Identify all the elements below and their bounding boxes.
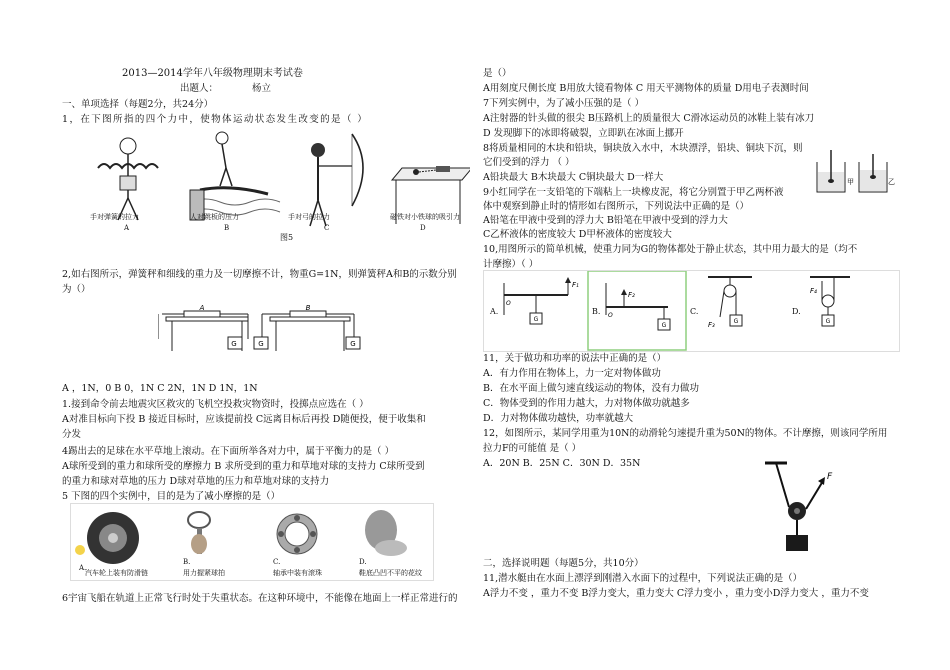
q10-line2: 计摩擦）（ ） xyxy=(483,259,539,270)
q1-letter-d: D xyxy=(420,224,426,232)
q4-line2: A球所受到的重力和球所受的摩擦力 B 求所受到的重力和草地对球的支持力 C球所受到 xyxy=(62,461,425,472)
q10-panel-letter-d: D. xyxy=(792,307,801,316)
q8-options: A铅块最大 B木块最大 C铜块最大 D一样大 xyxy=(483,172,664,183)
scale-label-b: B xyxy=(305,305,311,312)
q8-line1: 8将质量相同的木块和铅块，铜块放入水中，木块漂浮，铅块、铜块下沉，则 xyxy=(483,143,803,154)
q2-stem-line2: 为（） xyxy=(62,284,91,295)
lever-a-drawing xyxy=(504,277,579,324)
beaker-jia xyxy=(817,150,845,192)
fixed-pulley-drawing xyxy=(708,277,752,329)
panel-b-highlight xyxy=(588,271,686,350)
q1-illustrations xyxy=(90,128,470,246)
movable-pulley-drawing xyxy=(810,277,850,326)
force-f2-label: F₂ xyxy=(628,291,635,299)
author-label: 出题人： xyxy=(180,83,219,94)
q13-line1: 11,潜水艇由在水面上漂浮到刚潜入水面下的过程中，下列说法正确的是（） xyxy=(483,573,803,584)
q13-options: A浮力不变 ，重力不变 B浮力变大，重力变大 C浮力变小 ，重力变小D浮力变大 ，重力不变 xyxy=(483,588,869,599)
force-f3-label: F₃ xyxy=(708,321,715,329)
q5-stem: 5 下图的四个实例中，目的是为了减小摩擦的是（） xyxy=(62,491,281,502)
q7-line2: A注射器的针头做的很尖 B压路机上的质量很大 C滑冰运动员的冰鞋上装有冰刀 xyxy=(483,113,815,124)
bearing-photo xyxy=(277,514,317,554)
q8-line2: 它们受到的浮力 （ ） xyxy=(483,157,575,168)
shoe-sole-photo xyxy=(365,510,407,556)
q12-figure xyxy=(751,453,851,558)
tire-chain-photo xyxy=(75,512,139,564)
q10-panel-letter-a: A. xyxy=(490,307,499,316)
q5-caption-b: 用力握紧球拍 xyxy=(183,569,225,577)
racket-photo xyxy=(188,512,210,554)
q7-line3: D 发现脚下的冰即将破裂，立即趴在冰面上挪开 xyxy=(483,128,684,139)
q3-line3: 分发 xyxy=(62,429,82,440)
q1-stem: 1，在下图所指的四个力中，使物体运动状态发生改变的是（ ） xyxy=(62,114,369,125)
section1-heading: 一、单项选择（每题2分，共24分） xyxy=(62,99,214,110)
q1-letter-c: C xyxy=(324,224,330,232)
q11-option-c: C．物体受到的作用力越大，力对物体做功就越多 xyxy=(483,398,690,409)
q1-letter-b: B xyxy=(224,224,230,232)
q10-line1: 10,用图所示的简单机械，使重力同为G的物体都处于静止状态，其中用力最大的是（均不 xyxy=(483,244,858,255)
q10-figure xyxy=(483,270,900,352)
weight-label-3: G xyxy=(350,340,356,348)
scale-label-a: A xyxy=(199,305,205,312)
q10-panel-letter-c: C. xyxy=(690,307,699,316)
lever-a-pivot-label: O xyxy=(506,300,511,307)
beaker-label-jia: 甲 xyxy=(847,178,854,186)
q4-line1: 4踢出去的足球在水平草地上滚动。在下面所举各对力中，属于平衡力的是（ ） xyxy=(62,446,395,457)
force-f4-label: F₄ xyxy=(810,287,817,295)
lever-b-weight-label: G xyxy=(661,322,667,329)
q1-caption-b: 人对跳板的压力 xyxy=(190,213,239,221)
q5-caption-c: 轴承中装有滚珠 xyxy=(273,569,322,577)
q6-line1: 6宇宙飞船在轨道上正常飞行时处于失重状态。在这种环境中，不能像在地面上一样正常进行的 xyxy=(62,593,458,604)
q1-letter-a: A xyxy=(124,224,130,232)
q1-caption-c: 手对弓的拉力 xyxy=(288,213,330,221)
q5-letter-c: C. xyxy=(273,558,281,566)
lever-b-pivot-label: O xyxy=(608,312,613,319)
exam-title: 2013—2014学年八年级物理期末考试卷 xyxy=(122,68,303,79)
q9-figure xyxy=(815,148,895,198)
q1-caption-a: 手对弹簧的拉力 xyxy=(90,213,139,221)
q9-line3: A铅笔在甲液中受到的浮力大 B铅笔在甲液中受到的浮力大 xyxy=(483,215,728,226)
q5-figure xyxy=(70,503,434,581)
q9-line1: 9小红同学在一支铅笔的下端粘上一块橡皮泥，将它分别置于甲乙两杯液 xyxy=(483,187,784,198)
q6-options: A用刻度尺侧长度 B用放大镜看物体 C 用天平测物体的质量 D用电子表测时间 xyxy=(483,83,809,94)
q6-cont-line1: 是（） xyxy=(483,68,512,79)
q2-options: A ，1N，0 B 0，1N C 2N，1N D 1N，1N xyxy=(62,383,258,394)
q12-pulley-photo xyxy=(751,453,851,558)
q3-line2: A对准目标向下投 B 接近目标时，应该提前投 C远离目标后再投 D随便投，便于收集和 xyxy=(62,414,426,425)
force-f1-label: F₁ xyxy=(572,281,579,289)
beaker-yi xyxy=(859,154,887,192)
q1-figure-label: 图5 xyxy=(280,233,294,242)
table-right-drawing xyxy=(262,311,354,351)
q11-option-d: D．力对物体做功越快，功率就越大 xyxy=(483,413,634,424)
q1-figure xyxy=(90,128,470,246)
q12-line1: 12，如图所示，某同学用重为10N的动滑轮匀速提升重为50N的物体。不计摩擦，则该同学所用 xyxy=(483,428,888,439)
q5-letter-b: B. xyxy=(183,558,191,566)
author-name: 杨立 xyxy=(252,83,272,94)
q11-stem: 11，关于做功和功率的说法中正确的是（） xyxy=(483,353,667,364)
q3-line1: 1.接到命令前去地震灾区救灾的飞机空投救灾物资时，投掷点应选在（ ） xyxy=(62,399,369,410)
weight-label-1: G xyxy=(231,340,237,348)
q2-figure xyxy=(158,305,418,365)
q2-spring-scales xyxy=(158,305,418,365)
q10-panel-letter-b: B. xyxy=(592,307,601,316)
diving-board-drawing xyxy=(190,132,280,220)
q9-line4: C乙杯液体的密度较大 D甲杯液体的密度较大 xyxy=(483,229,672,240)
q12-options: A．20N B．25N C．30N D．35N xyxy=(483,458,641,469)
q12-line2: 拉力F的可能值 是（ ） xyxy=(483,443,582,454)
pulley-d-weight-label: G xyxy=(825,318,831,325)
q5-letter-d: D. xyxy=(359,558,367,566)
q12-force-label: F xyxy=(827,472,833,482)
q9-beakers xyxy=(815,148,895,198)
lever-b-drawing xyxy=(606,283,670,330)
weight-label-2: G xyxy=(258,340,264,348)
q5-letter-a: A. xyxy=(79,564,87,572)
q9-line2: 体中观察到静止时的情形如右图所示，下列说法中正确的是（） xyxy=(483,201,750,212)
section2-heading: 二，选择说明题（每题5分，共10分） xyxy=(483,558,644,569)
q5-caption-d: 鞋底凸凹不平的花纹 xyxy=(359,569,422,577)
q5-caption-a: 汽车轮上装有防滑链 xyxy=(85,569,148,577)
q2-stem-line1: 2,如右图所示，弹簧秤和细线的重力及一切摩擦不计，物重G=1N，则弹簧秤A和B的示数分别 xyxy=(62,269,457,280)
q4-line3: 的重力和球对草地的压力 D球对草地的压力和草地对球的支持力 xyxy=(62,476,330,487)
pulley-c-weight-label: G xyxy=(733,318,739,325)
q1-caption-d: 磁铁对小铁球的吸引力 xyxy=(390,213,460,221)
q7-stem: 7下列实例中，为了减小压强的是（ ） xyxy=(483,98,645,109)
lever-a-weight-label: G xyxy=(533,316,539,323)
q11-option-a: A．有力作用在物体上，力一定对物体做功 xyxy=(483,368,661,379)
q11-option-b: B．在水平面上做匀速直线运动的物体，没有力做功 xyxy=(483,383,699,394)
beaker-label-yi: 乙 xyxy=(888,178,895,186)
spring-person-drawing xyxy=(98,138,158,220)
